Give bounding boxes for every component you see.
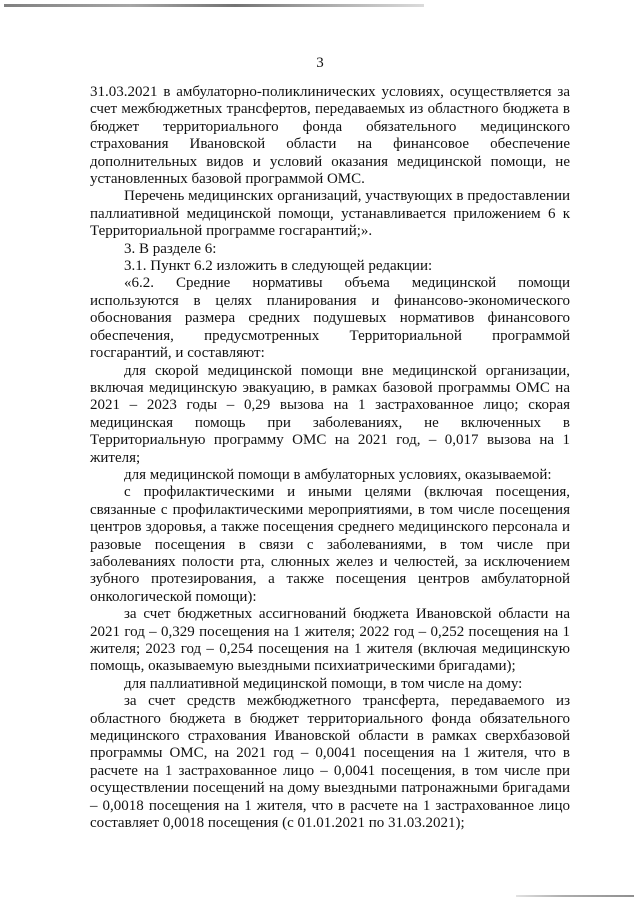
document-body bbox=[90, 84, 570, 832]
paragraph-2: Перечень медицинских организаций, участвующих в предоставлении паллиативной медицинской помощи, устанавливается приложением 6 к Территориальной программе госгарантий;». bbox=[90, 188, 570, 240]
paragraph-7: для медицинской помощи в амбулаторных условиях, оказываемой: bbox=[124, 466, 552, 483]
paragraph-4: 3.1. Пункт 6.2 изложить в следующей редакции: bbox=[124, 258, 433, 275]
page-number: 3 bbox=[316, 55, 324, 71]
paragraph-9: за счет бюджетных ассигнований бюджета Ивановской области на 2021 год – 0,329 посещения на 1 жителя; 2022 год – 0,252 посещения на 1 жителя; 2023 год – 0,254 посещения на 1 жителя (включая медицинскую помощь, оказываемую выездными психиатрическими бригадами); bbox=[90, 606, 570, 675]
paragraph-8: с профилактическими и иными целями (включая посещения, связанные с профилактическими мероприятиями, в том числе посещения центров здоровья, а также посещения среднего медицинского персонала и разовые посещения в связи с заболеваниями, в том числе при заболеваниях полости рта, слюнных желез и челюстей, за исключением зубного протезирования, а также посещения центров амбулаторной онкологической помощи): bbox=[90, 484, 570, 605]
scan-artifact-top bbox=[4, 4, 424, 7]
paragraph-5: «6.2. Средние нормативы объема медицинской помощи используются в целях планирования и финансово-экономического обоснования размера средних подушевых нормативов финансового обеспечения, предусмотренных Территориальной программой госгарантий, и составляют: bbox=[90, 275, 570, 362]
paragraph-1: 31.03.2021 в амбулаторно-поликлинических условиях, осуществляется за счет межбюджетных трансфертов, передаваемых из областного бюджета в бюджет территориального фонда обязательного медицинского страхования Ивановской области на финансовое обеспечение дополнительных видов и условий оказания медицинской помощи, не установленных базовой программой ОМС. bbox=[90, 84, 570, 188]
paragraph-11: за счет средств межбюджетного трансферта, передаваемого из областного бюджета в бюджет территориального фонда обязательного медицинского страхования Ивановской области в рамках сверхбазовой программы ОМС, на 2021 год – 0,0041 посещения на 1 жителя, что в расчете на 1 застрахованное лицо – 0,0041 посещения, в том числе при осуществлении посещений на дому выездными патронажными бригадами – 0,0018 посещения на 1 жителя, что в расчете на 1 застрахованное лицо составляет 0,0018 посещения (с 01.01.2021 по 31.03.2021); bbox=[90, 693, 570, 832]
paragraph-6: для скорой медицинской помощи вне медицинской организации, включая медицинскую эвакуацию, в рамках базовой программы ОМС на 2021 – 2023 годы – 0,29 вызова на 1 застрахованное лицо; скорая медицинская помощь при заболеваниях, не включенных в Территориальную программу ОМС на 2021 год, – 0,017 вызова на 1 жителя; bbox=[90, 362, 570, 466]
paragraph-10: для паллиативной медицинской помощи, в том числе на дому: bbox=[124, 675, 523, 692]
paragraph-3: 3. В разделе 6: bbox=[124, 240, 217, 257]
scan-artifact-bottom bbox=[516, 895, 634, 897]
